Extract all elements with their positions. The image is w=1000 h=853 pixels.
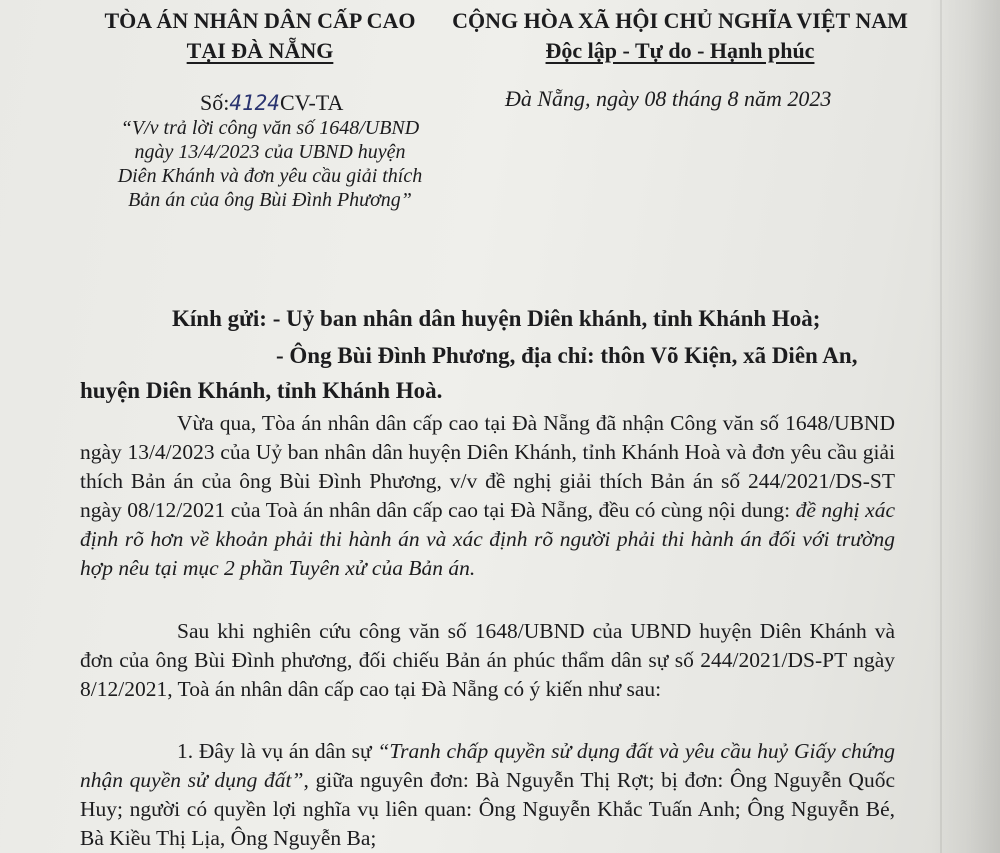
document-number [200, 90, 343, 116]
paragraph-3-start: 1. Đây là vụ án dân sự [177, 739, 372, 763]
document-number-suffix: CV-TA [279, 90, 344, 115]
subject-block [70, 116, 470, 212]
national-title: CỘNG HÒA XÃ HỘI CHỦ NGHĨA VIỆT NAM [452, 8, 908, 33]
court-location: TẠI ĐÀ NẴNG [186, 38, 334, 63]
paragraph-1 [80, 409, 895, 583]
subject-line: Diên Khánh và đơn yêu cầu giải thích [117, 165, 423, 187]
paragraph-1-italic: đề nghị xác định rõ hơn về khoản phải thi hành án và xác định rõ người phải thi hành án đối với trường hợp nêu tại mục 2 phần Tuyên xử của Bản án. [80, 498, 895, 580]
handwritten-number: 4124 [229, 91, 280, 115]
issue-date: Đà Nẵng, ngày 08 tháng 8 năm 2023 [505, 86, 832, 111]
paragraph-1-text: Vừa qua, Tòa án nhân dân cấp cao tại Đà Nẵng đã nhận Công văn số 1648/UBND ngày 13/4/2023 của Uỷ ban nhân dân huyện Diên Khánh, tỉnh Khánh Hoà và đơn yêu cầu giải thích Bản án của ông Bùi Đình Phương, v/v đề nghị giải thích Bản án số 244/2021/DS-ST ngày 08/12/2021 của Toà án nhân dân cấp cao tại Đà Nẵng, đều có cùng nội dung: [80, 411, 895, 522]
recipient-line-3: huyện Diên Khánh, tỉnh Khánh Hoà. [80, 378, 443, 403]
subject-line: Bản án của ông Bùi Đình Phương” [128, 189, 412, 211]
subject-line: ngày 13/4/2023 của UBND huyện [134, 141, 406, 163]
court-name: TÒA ÁN NHÂN DÂN CẤP CAO [104, 8, 416, 33]
paragraph-2: Sau khi nghiên cứu công văn số 1648/UBND của UBND huyện Diên Khánh và đơn của ông Bùi Đình phương, đối chiếu Bản án phúc thẩm dân sự số 244/2021/DS-PT ngày 8/12/2021, Toà án nhân dân cấp cao tại Đà Nẵng có ý kiến như sau: [80, 619, 895, 701]
subject-line: “V/v trả lời công văn số 1648/UBND [120, 117, 420, 139]
paragraph-3-rest: , giữa nguyên đơn: Bà Nguyễn Thị Rợt; bị đơn: Ông Nguyễn Quốc Huy; người có quyền lợi nghĩa vụ liên quan: Ông Nguyễn Khắc Tuấn Anh; Ông Nguyễn Bé, Bà Kiều Thị Lịa, Ông Nguyễn Ba; [80, 768, 895, 850]
recipient-line-1: Kính gửi: - Uỷ ban nhân dân huyện Diên khánh, tỉnh Khánh Hoà; [172, 306, 821, 331]
document-number-label: Số: [200, 90, 230, 115]
paragraph-3-case-title: “Tranh chấp quyền sử dụng đất và yêu cầu huỷ Giấy chứng nhận quyền sử dụng đất” [80, 739, 895, 792]
paragraph-3 [80, 737, 895, 853]
national-motto: Độc lập - Tự do - Hạnh phúc [545, 38, 815, 63]
recipient-line-2: - Ông Bùi Đình Phương, địa chỉ: thôn Võ Kiện, xã Diên An, [276, 343, 858, 368]
page-fold-line [940, 0, 942, 853]
